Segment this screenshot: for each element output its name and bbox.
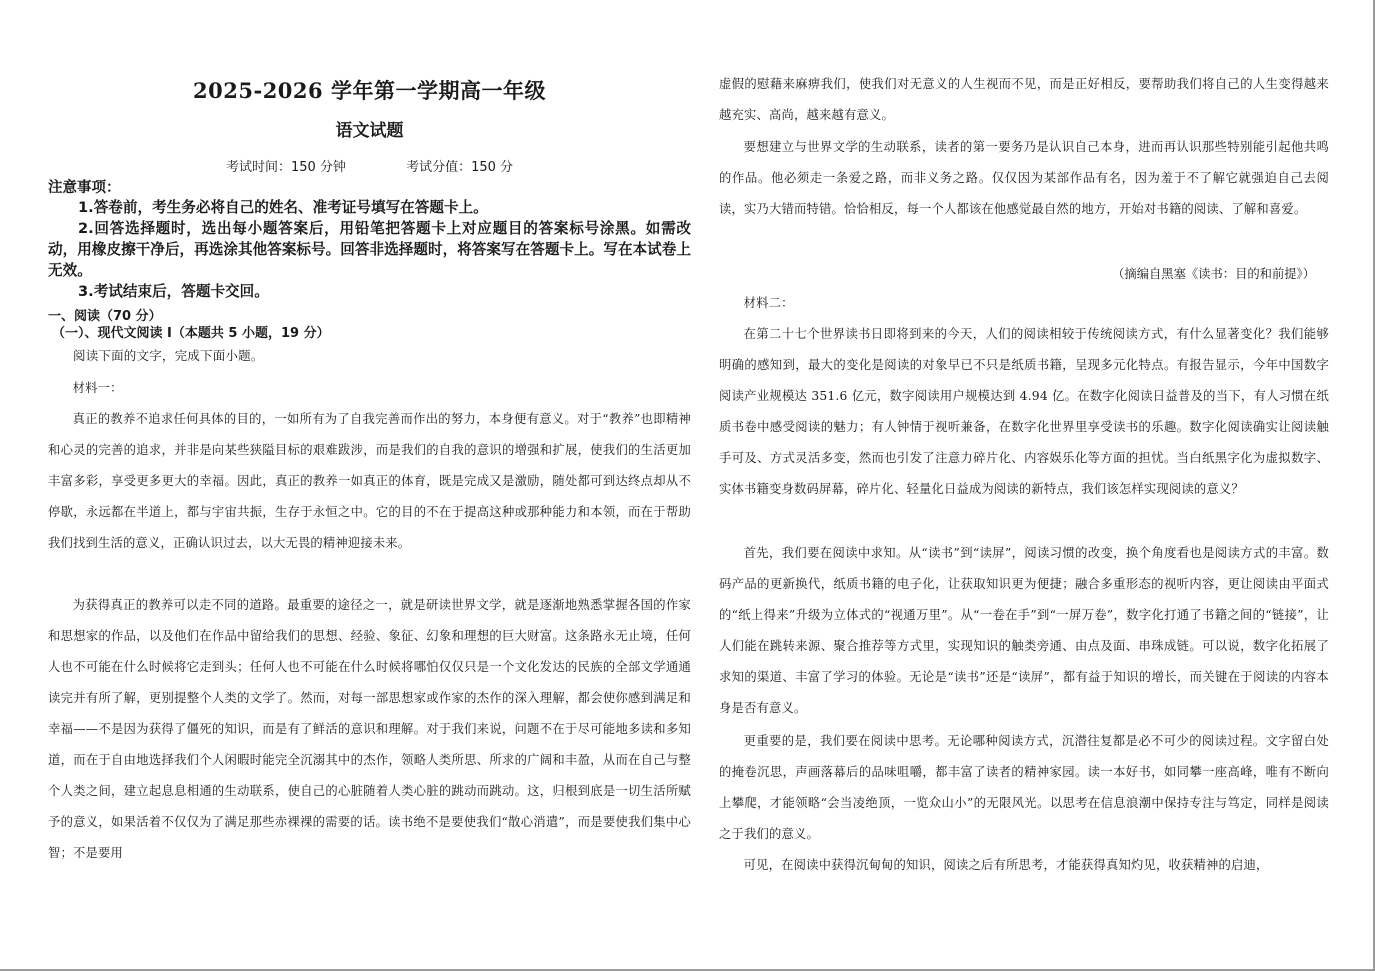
material-2-paragraph-3: 更重要的是，我们要在阅读中思考。无论哪种阅读方式，沉潜往复都是必不可少的阅读过程。文字留白处的掩卷沉思，声画落幕后的品味咀嚼，都丰富了读者的精神家园。读一本好书，如同攀一座高峰，唯有不断向上攀爬，才能领略“会当凌绝顶，一览众山小”的无限风光。以思考在信息浪潮中保持专注与笃定，同样是阅读之于我们的意义。 [719,734,1329,841]
notice-item-3: 3.考试结束后，答题卡交回。 [78,283,269,300]
material-1-paragraph-1: 真正的教养不追求任何具体的目的，一如所有为了自我完善而作出的努力，本身便有意义。对于“教养”也即精神和心灵的完善的追求，并非是向某些狭隘目标的艰难跋涉，而是我们的自我的意识的增强和扩展，使我们的生活更加丰富多彩，享受更多更大的幸福。因此，真正的教养一如真正的体育，既是完成又是激励，随处都可到达终点却从不停歇，永远都在半道上，都与宇宙共振，生存于永恒之中。它的目的不在于提高这种或那种能力和本领，而在于帮助我们找到生活的意义，正确认识过去，以大无畏的精神迎接未来。 [48,412,691,550]
material-2-paragraph-2: 首先，我们要在阅读中求知。从“读书”到“读屏”，阅读习惯的改变，换个角度看也是阅读方式的丰富。数码产品的更新换代，纸质书籍的电子化，让获取知识更为便捷；融合多重形态的视听内容，更让阅读由平面式的“纸上得来”升级为立体式的“视通万里”。从“一卷在手”到“一屏万卷”，数字化打通了书籍之间的“链接”，让人们能在跳转来源、聚合推荐等方式里，实现知识的触类旁通、由点及面、串珠成链。可以说，数字化拓展了求知的渠道、丰富了学习的体验。无论是“读书”还是“读屏”，都有益于知识的增长，而关键在于阅读的内容本身是否有意义。 [719,546,1329,715]
material-2-paragraph-4: 可见，在阅读中获得沉甸甸的知识，阅读之后有所思考，才能获得真知灼见，收获精神的启迪， [743,858,1269,872]
instruction: 阅读下面的文字，完成下面小题。 [73,348,264,363]
section-reading-1: （一）、现代文阅读 I（本题共 5 小题，19 分） [52,326,330,341]
material-1-paragraph-2: 为获得真正的教养可以走不同的道路。最重要的途径之一，就是研读世界文学，就是逐渐地熟悉掌握各国的作家和思想家的作品，以及他们在作品中留给我们的思想、经验、象征、幻象和理想的巨大财富。这条路永无止境，任何人也不可能在什么时候将它走到头；任何人也不可能在什么时候将哪怕仅仅只是一个文化发达的民族的全部文学通通读完并有所了解，更别提整个人类的文学了。然而，对每一部思想家或作家的杰作的深入理解，都会使你感到满足和幸福——不是因为获得了僵死的知识，而是有了鲜活的意识和理解。对于我们来说，问题不在于尽可能地多读和多知道，而在于自由地选择我们个人闲暇时能完全沉溺其中的杰作，领略人类所思、所求的广阔和丰盈，从而在自己与整个人类之间，建立起息息相通的生动联系，使自己的心脏随着人类心脏的跳动而跳动。这，归根到底是一切生活所赋予的意义，如果活着不仅仅为了满足那些赤裸裸的需要的话。读书绝不是要使我们“散心消遣”，而是要使我们集中心智；不是要用 [48,598,691,860]
material-1-source: （摘编自黑塞《读书：目的和前提》） [1112,267,1315,281]
notice-heading: 注意事项： [48,180,121,196]
material-1-label: 材料一： [72,381,123,395]
section-part-1: 一、阅读（70 分） [48,309,162,324]
exam-info [48,156,691,175]
exam-time: 考试时间：150 分钟 [225,160,346,175]
subject-title: 语文试题 [335,121,404,141]
material-2-paragraph-1: 在第二十七个世界读书日即将到来的今天，人们的阅读相较于传统阅读方式，有什么显著变化？我们能够明确的感知到，最大的变化是阅读的对象早已不只是纸质书籍，呈现多元化特点。有报告显示，今年中国数字阅读产业规模达 351.6 亿元，数字阅读用户规模达到 4.94 亿。在数字化阅读日益普及的当下，有人习惯在纸质书卷中感受阅读的魅力；有人钟情于视听兼备，在数字化世界里享受读书的乐趣。数字化阅读确实让阅读触手可及、方式灵活多变，然而也引发了注意力碎片化、内容娱乐化等方面的担忧。当白纸黑字化为虚拟数字、实体书籍变身数码屏幕，碎片化、轻量化日益成为阅读的新特点，我们该怎样实现阅读的意义？ [719,327,1329,496]
notice-item-2: 2.回答选择题时，选出每小题答案后，用铅笔把答题卡上对应题目的答案标号涂黑。如需改动，用橡皮擦干净后，再选涂其他答案标号。回答非选择题时，将答案写在答题卡上。写在本试卷上无效。 [48,220,691,279]
exam-title: 2025-2026 学年第一学期高一年级 [193,78,546,103]
notice-item-1: 1.答卷前，考生务必将自己的姓名、准考证号填写在答题卡上。 [78,199,488,216]
material-1-paragraph-2-continued: 虚假的慰藉来麻痹我们，使我们对无意义的人生视而不见，而是正好相反，要帮助我们将自己的人生变得越来越充实、高尚，越来越有意义。 [719,77,1329,122]
material-2-label: 材料二： [743,296,794,310]
exam-score: 考试分值：150 分 [406,160,514,175]
material-1-paragraph-3: 要想建立与世界文学的生动联系，读者的第一要务乃是认识自己本身，进而再认识那些特别能引起他共鸣的作品。他必须走一条爱之路，而非义务之路。仅仅因为某部作品有名，因为羞于不了解它就强迫自己去阅读，实乃大错而特错。恰恰相反，每一个人都该在他感觉最自然的地方，开始对书籍的阅读、了解和喜爱。 [719,140,1329,216]
